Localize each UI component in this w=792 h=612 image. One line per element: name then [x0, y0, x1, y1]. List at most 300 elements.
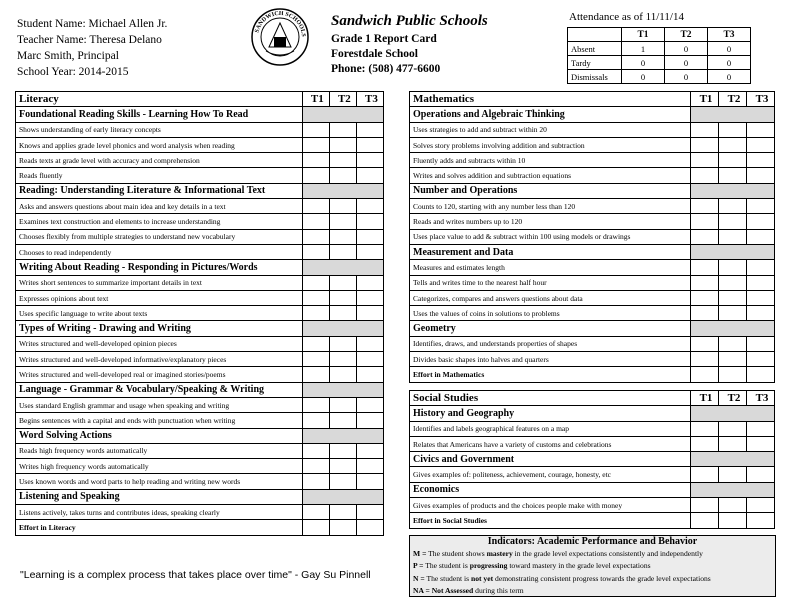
skill-label: Examines text construction and elements to increase understanding — [16, 214, 303, 229]
grade-cell — [329, 352, 356, 367]
grade-cell — [302, 214, 329, 229]
indicator-emphasis: not yet — [470, 573, 494, 583]
skill-label: Writes structured and well-developed informative/explanatory pieces — [16, 352, 303, 367]
subsection-label: Geometry — [410, 321, 691, 336]
grade-cell — [329, 199, 356, 214]
subsection-row — [410, 107, 775, 122]
subsection-label: Number and Operations — [410, 183, 691, 198]
effort-row — [410, 367, 775, 382]
skill-row — [410, 137, 775, 152]
mathematics-table — [409, 91, 775, 383]
grade-cell — [329, 275, 356, 290]
attendance-table — [567, 27, 751, 84]
grade-cell — [747, 168, 775, 183]
skill-row — [16, 168, 384, 183]
skill-label: Uses place value to add & subtract within 100 using models or drawings — [410, 229, 691, 244]
grade-cell — [356, 229, 383, 244]
indicator-text: toward mastery in the grade level expectations — [507, 561, 651, 571]
subsection-label: Types of Writing - Drawing and Writing — [16, 321, 303, 336]
effort-label: Effort in Social Studies — [410, 513, 691, 528]
grade-cell — [719, 122, 747, 137]
subsection-row — [410, 183, 775, 198]
skill-label: Tells and writes time to the nearest half hour — [410, 275, 691, 290]
school-info — [331, 13, 488, 77]
grade-cell — [747, 436, 775, 451]
skill-label: Gives examples of products and the choices people make with money — [410, 498, 691, 513]
svg-text:SANDWICH SCHOOLS: SANDWICH SCHOOLS — [254, 10, 307, 37]
grade-cell — [329, 244, 356, 259]
indicator-code: P = — [413, 561, 424, 571]
grade-cell — [719, 137, 747, 152]
principal-name: Marc Smith, Principal — [17, 50, 119, 62]
attendance-value: 0 — [622, 70, 665, 84]
effort-row — [16, 520, 384, 535]
grade-cell — [356, 168, 383, 183]
section-title: Social Studies — [410, 391, 691, 406]
grade-cell — [747, 352, 775, 367]
indicator-text: demonstrating consistent progress towards the grade level expectations — [493, 573, 711, 583]
section-header-row — [410, 391, 775, 406]
subsection-label: Economics — [410, 482, 691, 497]
grade-cell — [356, 443, 383, 458]
grade-cell — [691, 260, 719, 275]
skill-label: Uses the values of coins in solutions to problems — [410, 306, 691, 321]
grade-cell — [302, 137, 329, 152]
grade-cell — [356, 275, 383, 290]
grade-cell — [747, 214, 775, 229]
skill-row — [16, 443, 384, 458]
skill-row — [410, 467, 775, 482]
skill-row — [410, 352, 775, 367]
literacy-table — [15, 91, 384, 536]
grade-cell — [747, 467, 775, 482]
skill-row — [410, 168, 775, 183]
indicator-code: NA = — [413, 586, 430, 596]
skill-row — [16, 336, 384, 351]
grade-cell — [719, 153, 747, 168]
shaded-cell — [302, 428, 383, 443]
skill-label: Reads high frequency words automatically — [16, 443, 303, 458]
skill-row — [410, 122, 775, 137]
grade-cell — [329, 443, 356, 458]
grade-cell — [356, 520, 383, 535]
skill-row — [16, 229, 384, 244]
grade-cell — [356, 137, 383, 152]
shaded-cell — [691, 244, 775, 259]
quote: "Learning is a complex process that takes place over time" - Gay Su Pinnell — [20, 569, 371, 581]
grade-cell — [747, 137, 775, 152]
term-header: T1 — [691, 92, 719, 107]
grade-cell — [302, 122, 329, 137]
grade-cell — [747, 229, 775, 244]
skill-label: Writes structured and well-developed real or imagined stories/poems — [16, 367, 303, 382]
skill-label: Writes high frequency words automatically — [16, 459, 303, 474]
attendance-label: Tardy — [568, 56, 622, 70]
grade-cell — [356, 505, 383, 520]
section-header-row — [410, 92, 775, 107]
skill-row — [16, 505, 384, 520]
attendance-value: 0 — [665, 70, 708, 84]
grade-cell — [356, 306, 383, 321]
grade-cell — [302, 336, 329, 351]
grade-cell — [691, 352, 719, 367]
grade-cell — [691, 290, 719, 305]
section-title: Literacy — [16, 92, 303, 107]
grade-cell — [329, 306, 356, 321]
skill-label: Identifies and labels geographical features on a map — [410, 421, 691, 436]
skill-row — [16, 306, 384, 321]
grade-cell — [302, 367, 329, 382]
skill-row — [410, 498, 775, 513]
grade-cell — [719, 260, 747, 275]
skill-row — [410, 153, 775, 168]
term-header: T1 — [691, 391, 719, 406]
grade-cell — [329, 153, 356, 168]
grade-cell — [356, 413, 383, 428]
grade-cell — [302, 290, 329, 305]
skill-row — [410, 336, 775, 351]
attendance-title: Attendance as of 11/11/14 — [569, 11, 684, 23]
attendance-value: 0 — [665, 42, 708, 56]
skill-label: Listens actively, takes turns and contributes ideas, speaking clearly — [16, 505, 303, 520]
grade-cell — [719, 290, 747, 305]
grade-cell — [719, 513, 747, 528]
grade-cell — [356, 336, 383, 351]
indicators-box — [409, 535, 776, 597]
grade-cell — [719, 229, 747, 244]
effort-label: Effort in Literacy — [16, 520, 303, 535]
grade-cell — [747, 260, 775, 275]
grade-cell — [691, 498, 719, 513]
grade-cell — [719, 306, 747, 321]
grade-cell — [329, 214, 356, 229]
skill-row — [410, 275, 775, 290]
skill-label: Uses strategies to add and subtract within 20 — [410, 122, 691, 137]
subsection-label: Foundational Reading Skills - Learning How To Read — [16, 107, 303, 122]
subsection-row — [410, 244, 775, 259]
grade-cell — [302, 168, 329, 183]
skill-row — [410, 436, 775, 451]
skill-label: Knows and applies grade level phonics and word analysis when reading — [16, 137, 303, 152]
grade-cell — [719, 214, 747, 229]
subsection-row — [410, 321, 775, 336]
skill-row — [16, 153, 384, 168]
indicator-line — [410, 585, 775, 597]
grade-cell — [302, 244, 329, 259]
grade-cell — [691, 467, 719, 482]
skill-label: Divides basic shapes into halves and quarters — [410, 352, 691, 367]
grade-cell — [691, 153, 719, 168]
indicator-text: in the grade level expectations consistently and independently — [512, 549, 703, 558]
subsection-label: Civics and Government — [410, 452, 691, 467]
skill-row — [16, 137, 384, 152]
term-header: T2 — [329, 92, 356, 107]
indicator-code: M = — [413, 549, 427, 558]
skill-row — [16, 290, 384, 305]
skill-row — [410, 229, 775, 244]
shaded-cell — [691, 183, 775, 198]
grade-cell — [329, 413, 356, 428]
school-title: Sandwich Public Schools — [331, 13, 488, 29]
grade-cell — [747, 290, 775, 305]
school-name: Forestdale School — [331, 48, 418, 60]
grade-cell — [691, 168, 719, 183]
shaded-cell — [691, 482, 775, 497]
shaded-cell — [302, 260, 383, 275]
grade-cell — [747, 306, 775, 321]
grade-cell — [329, 505, 356, 520]
skill-label: Chooses flexibly from multiple strategies to understand new vocabulary — [16, 229, 303, 244]
grade-cell — [719, 421, 747, 436]
term-header: T1 — [302, 92, 329, 107]
shaded-cell — [302, 321, 383, 336]
skill-label: Fluently adds and subtracts within 10 — [410, 153, 691, 168]
shaded-cell — [691, 321, 775, 336]
subsection-row — [410, 406, 775, 421]
subsection-label: Measurement and Data — [410, 244, 691, 259]
indicator-line — [410, 573, 775, 585]
indicator-emphasis: mastery — [486, 549, 513, 558]
effort-label: Effort in Mathematics — [410, 367, 691, 382]
grade-cell — [329, 459, 356, 474]
shaded-cell — [302, 382, 383, 397]
grade-cell — [747, 498, 775, 513]
attendance-value: 0 — [708, 42, 751, 56]
skill-label: Uses specific language to write about texts — [16, 306, 303, 321]
subsection-label: Operations and Algebraic Thinking — [410, 107, 691, 122]
grade-cell — [747, 421, 775, 436]
report-title: Grade 1 Report Card — [331, 33, 437, 45]
grade-cell — [302, 306, 329, 321]
skill-label: Shows understanding of early literacy concepts — [16, 122, 303, 137]
grade-cell — [356, 397, 383, 412]
skill-label: Writes structured and well-developed opinion pieces — [16, 336, 303, 351]
grade-cell — [356, 474, 383, 489]
subsection-label: Writing About Reading - Responding in Pictures/Words — [16, 260, 303, 275]
school-phone: Phone: (508) 477-6600 — [331, 63, 441, 75]
indicator-emphasis: Not Assessed — [431, 586, 474, 596]
grade-cell — [356, 122, 383, 137]
skill-label: Solves story problems involving addition and subtraction — [410, 137, 691, 152]
skill-label: Counts to 120, starting with any number less than 120 — [410, 199, 691, 214]
grade-cell — [719, 168, 747, 183]
skill-label: Expresses opinions about text — [16, 290, 303, 305]
grade-cell — [329, 122, 356, 137]
subsection-row — [16, 489, 384, 504]
skill-label: Uses known words and word parts to help reading and writing new words — [16, 474, 303, 489]
grade-cell — [691, 199, 719, 214]
grade-cell — [302, 443, 329, 458]
skill-row — [410, 421, 775, 436]
grade-cell — [302, 352, 329, 367]
grade-cell — [747, 199, 775, 214]
attendance-value: 0 — [665, 56, 708, 70]
school-seal-icon — [250, 7, 310, 67]
subsection-row — [16, 321, 384, 336]
skill-row — [16, 459, 384, 474]
grade-cell — [719, 436, 747, 451]
effort-row — [410, 513, 775, 528]
attendance-value: 0 — [708, 70, 751, 84]
grade-cell — [356, 290, 383, 305]
grade-cell — [356, 153, 383, 168]
skill-label: Begins sentences with a capital and ends with punctuation when writing — [16, 413, 303, 428]
term-header: T3 — [747, 92, 775, 107]
subsection-row — [410, 452, 775, 467]
subsection-label: History and Geography — [410, 406, 691, 421]
term-header: T2 — [719, 92, 747, 107]
grade-cell — [302, 199, 329, 214]
grade-cell — [719, 498, 747, 513]
grade-cell — [691, 229, 719, 244]
skill-label: Identifies, draws, and understands properties of shapes — [410, 336, 691, 351]
skill-row — [16, 397, 384, 412]
grade-cell — [747, 122, 775, 137]
grade-cell — [302, 520, 329, 535]
skill-row — [410, 199, 775, 214]
indicators-title: Indicators: Academic Performance and Behavior — [487, 536, 698, 547]
grade-cell — [691, 421, 719, 436]
shaded-cell — [302, 107, 383, 122]
grade-cell — [691, 275, 719, 290]
attendance-header: T2 — [665, 28, 708, 42]
subsection-row — [16, 260, 384, 275]
grade-cell — [302, 229, 329, 244]
attendance-value: 0 — [708, 56, 751, 70]
skill-label: Uses standard English grammar and usage when speaking and writing — [16, 397, 303, 412]
subsection-row — [410, 482, 775, 497]
grade-cell — [356, 244, 383, 259]
attendance-label: Absent — [568, 42, 622, 56]
skill-label: Asks and answers questions about main idea and key details in a text — [16, 199, 303, 214]
section-title: Mathematics — [410, 92, 691, 107]
grade-cell — [747, 336, 775, 351]
subsection-row — [16, 428, 384, 443]
attendance-header: T3 — [708, 28, 751, 42]
grade-cell — [356, 214, 383, 229]
grade-cell — [356, 367, 383, 382]
grade-cell — [747, 513, 775, 528]
grade-cell — [302, 474, 329, 489]
grade-cell — [329, 397, 356, 412]
indicator-text: The student shows — [426, 549, 487, 558]
subsection-label: Word Solving Actions — [16, 428, 303, 443]
shaded-cell — [691, 406, 775, 421]
subsection-row — [16, 183, 384, 198]
attendance-corner — [568, 28, 622, 42]
grade-cell — [719, 352, 747, 367]
skill-row — [16, 474, 384, 489]
grade-cell — [691, 336, 719, 351]
grade-cell — [747, 153, 775, 168]
subsection-label: Language - Grammar & Vocabulary/Speaking & Writing — [16, 382, 303, 397]
subsection-label: Reading: Understanding Literature & Informational Text — [16, 183, 303, 198]
skill-label: Writes short sentences to summarize important details in text — [16, 275, 303, 290]
attendance-row — [568, 42, 751, 56]
social-studies-table — [409, 390, 775, 529]
skill-row — [410, 260, 775, 275]
attendance-label: Dismissals — [568, 70, 622, 84]
section-header-row — [16, 92, 384, 107]
skill-label: Writes and solves addition and subtraction equations — [410, 168, 691, 183]
grade-cell — [691, 137, 719, 152]
subsection-row — [16, 382, 384, 397]
grade-cell — [691, 214, 719, 229]
attendance-value: 1 — [622, 42, 665, 56]
grade-cell — [302, 153, 329, 168]
skill-row — [16, 352, 384, 367]
grade-cell — [302, 459, 329, 474]
grade-cell — [329, 290, 356, 305]
grade-cell — [691, 306, 719, 321]
grade-cell — [356, 459, 383, 474]
grade-cell — [719, 367, 747, 382]
grade-cell — [329, 474, 356, 489]
grade-cell — [329, 336, 356, 351]
shaded-cell — [691, 107, 775, 122]
grade-cell — [691, 513, 719, 528]
skill-label: Reads fluently — [16, 168, 303, 183]
term-header: T3 — [747, 391, 775, 406]
grade-cell — [329, 520, 356, 535]
shaded-cell — [302, 183, 383, 198]
grade-cell — [302, 275, 329, 290]
grade-cell — [691, 367, 719, 382]
grade-cell — [719, 275, 747, 290]
student-name: Student Name: Michael Allen Jr. — [17, 18, 168, 30]
grade-cell — [329, 168, 356, 183]
grade-cell — [329, 229, 356, 244]
shaded-cell — [691, 452, 775, 467]
term-header: T3 — [356, 92, 383, 107]
school-year: School Year: 2014-2015 — [17, 66, 129, 78]
skill-row — [410, 290, 775, 305]
skill-row — [410, 214, 775, 229]
indicator-line — [410, 548, 775, 560]
subsection-row — [16, 107, 384, 122]
grade-cell — [719, 467, 747, 482]
grade-cell — [719, 336, 747, 351]
grade-cell — [302, 505, 329, 520]
skill-row — [16, 244, 384, 259]
grade-cell — [356, 352, 383, 367]
indicator-code: N = — [413, 573, 425, 583]
indicator-text: The student is — [423, 561, 470, 571]
grade-cell — [747, 367, 775, 382]
skill-row — [16, 122, 384, 137]
grade-cell — [329, 137, 356, 152]
skill-label: Chooses to read independently — [16, 244, 303, 259]
indicator-text: during this term — [473, 586, 524, 596]
teacher-name: Teacher Name: Theresa Delano — [17, 34, 162, 46]
shaded-cell — [302, 489, 383, 504]
skill-label: Gives examples of: politeness, achievement, courage, honesty, etc — [410, 467, 691, 482]
skill-row — [410, 306, 775, 321]
skill-row — [16, 275, 384, 290]
indicator-text: The student is — [424, 573, 471, 583]
student-info — [17, 16, 167, 80]
attendance-row — [568, 70, 751, 84]
grade-cell — [747, 275, 775, 290]
grade-cell — [302, 413, 329, 428]
grade-cell — [356, 199, 383, 214]
indicator-emphasis: progressing — [469, 561, 508, 571]
skill-row — [16, 214, 384, 229]
skill-label: Relates that Americans have a variety of customs and celebrations — [410, 436, 691, 451]
skill-label: Categorizes, compares and answers questions about data — [410, 290, 691, 305]
skill-row — [16, 367, 384, 382]
subsection-label: Listening and Speaking — [16, 489, 303, 504]
